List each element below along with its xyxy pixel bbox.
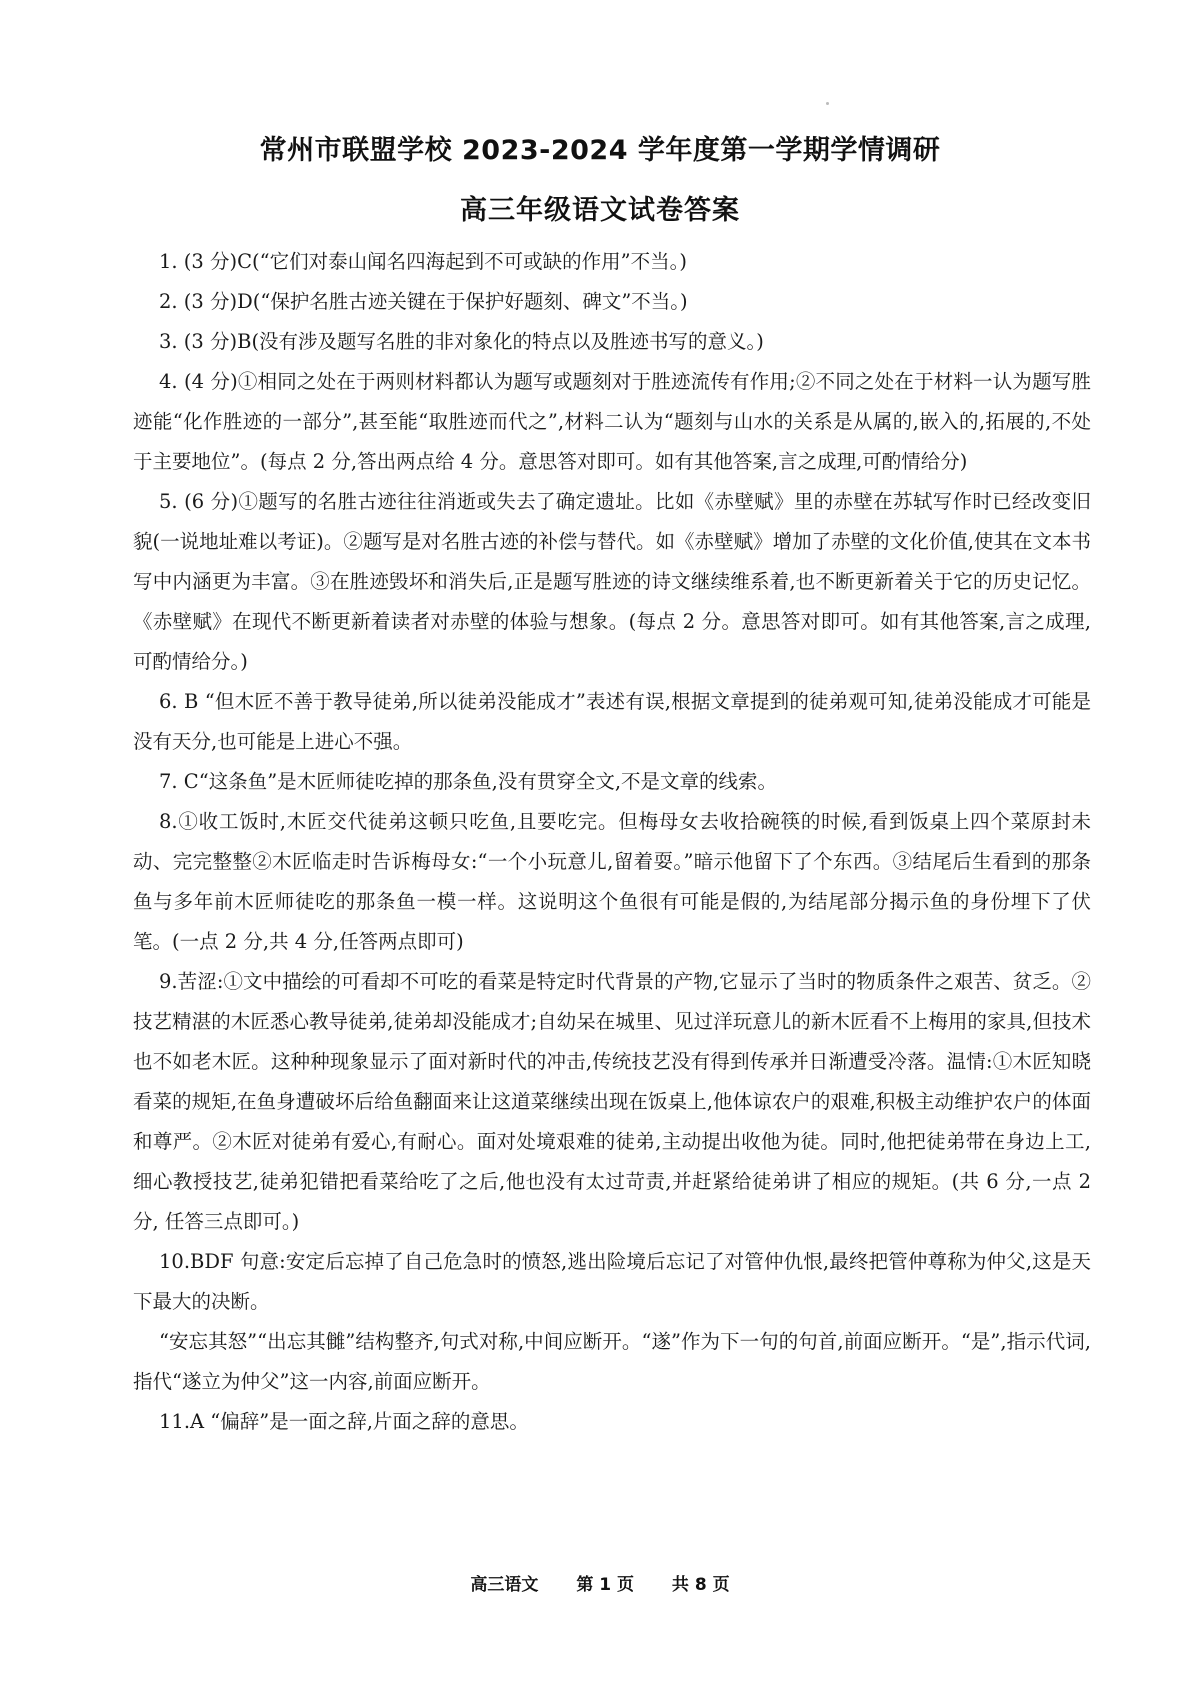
answer-item-1: 1. (3 分)C(“它们对泰山闻名四海起到不可或缺的作用”不当。)	[159, 250, 687, 273]
footer-total-pages: 共 8 页	[671, 1575, 730, 1595]
answer-item-8: 8.①收工饭时,木匠交代徒弟这顿只吃鱼,且要吃完。但梅母女去收拾碗筷的时候,看到饭桌上四个菜原封未动、完完整整②木匠临走时告诉梅母女:“一个小玩意儿,留着耍。”暗示他留下了个东西。③结尾后生看到的那条鱼与多年前木匠师徒吃的那条鱼一模一样。这说明这个鱼很有可能是假的,为结尾部分揭示鱼的身份埋下了伏笔。(一点 2 分,共 4 分,任答两点即可)	[133, 810, 1091, 953]
answer-item-2: 2. (3 分)D(“保护名胜古迹关键在于保护好题刻、碑文”不当。)	[159, 290, 688, 313]
footer-page-number: 第 1 页	[576, 1575, 634, 1595]
answer-item-11: 11.A “偏辞”是一面之辞,片面之辞的意思。	[159, 1410, 529, 1433]
answer-item-9: 9.苦涩:①文中描绘的可看却不可吃的看菜是特定时代背景的产物,它显示了当时的物质条件之艰苦、贫乏。②技艺精湛的木匠悉心教导徒弟,徒弟却没能成才;自幼呆在城里、见过洋玩意儿的新木匠看不上梅用的家具,但技术也不如老木匠。这种种现象显示了面对新时代的冲击,传统技艺没有得到传承并日渐遭受冷落。温情:①木匠知晓看菜的规矩,在鱼身遭破坏后给鱼翻面来让这道菜继续出现在饭桌上,他体谅农户的艰难,积极主动维护农户的体面和尊严。②木匠对徒弟有爱心,有耐心。面对处境艰难的徒弟,主动提出收他为徒。同时,他把徒弟带在身边上工,细心教授技艺,徒弟犯错把看菜给吃了之后,他也没有太过苛责,并赶紧给徒弟讲了相应的规矩。(共 6 分,一点 2 分, 任答三点即可。)	[133, 970, 1091, 1233]
footer-subject: 高三语文	[470, 1575, 539, 1595]
answer-item-10-explanation: “安忘其怒”“出忘其雠”结构整齐,句式对称,中间应断开。“遂”作为下一句的句首,前面应断开。“是”,指示代词,指代“遂立为仲父”这一内容,前面应断开。	[133, 1330, 1091, 1393]
answer-item-6: 6. B “但木匠不善于教导徒弟,所以徒弟没能成才”表述有误,根据文章提到的徒弟观可知,徒弟没能成才可能是没有天分,也可能是上进心不强。	[133, 690, 1091, 753]
answer-item-7: 7. C“这条鱼”是木匠师徒吃掉的那条鱼,没有贯穿全文,不是文章的线索。	[159, 770, 778, 793]
page-footer	[0, 1570, 1200, 1595]
page-title: 常州市联盟学校 2023-2024 学年度第一学期学情调研	[259, 135, 941, 166]
answer-item-5: 5. (6 分)①题写的名胜古迹往往消逝或失去了确定遗址。比如《赤壁赋》里的赤壁在苏轼写作时已经改变旧貌(一说地址难以考证)。②题写是对名胜古迹的补偿与替代。如《赤壁赋》增加了赤壁的文化价值,使其在文本书写中内涵更为丰富。③在胜迹毁坏和消失后,正是题写胜迹的诗文继续维系着,也不断更新着关于它的历史记忆。《赤壁赋》在现代不断更新着读者对赤壁的体验与想象。(每点 2 分。意思答对即可。如有其他答案,言之成理,可酌情给分。)	[133, 490, 1091, 673]
answer-list	[133, 242, 1091, 1442]
answer-item-10: 10.BDF 句意:安定后忘掉了自己危急时的愤怒,逃出险境后忘记了对管仲仇恨,最终把管仲尊称为仲父,这是天下最大的决断。	[133, 1250, 1091, 1313]
page-subtitle: 高三年级语文试卷答案	[460, 195, 740, 226]
answer-item-4: 4. (4 分)①相同之处在于两则材料都认为题写或题刻对于胜迹流传有作用;②不同之处在于材料一认为题写胜迹能“化作胜迹的一部分”,甚至能“取胜迹而代之”,材料二认为“题刻与山水的关系是从属的,嵌入的,拓展的,不处于主要地位”。(每点 2 分,答出两点给 4 分。意思答对即可。如有其他答案,言之成理,可酌情给分)	[133, 370, 1091, 473]
answer-item-3: 3. (3 分)B(没有涉及题写名胜的非对象化的特点以及胜迹书写的意义。)	[159, 330, 764, 353]
scan-speck	[826, 102, 829, 105]
